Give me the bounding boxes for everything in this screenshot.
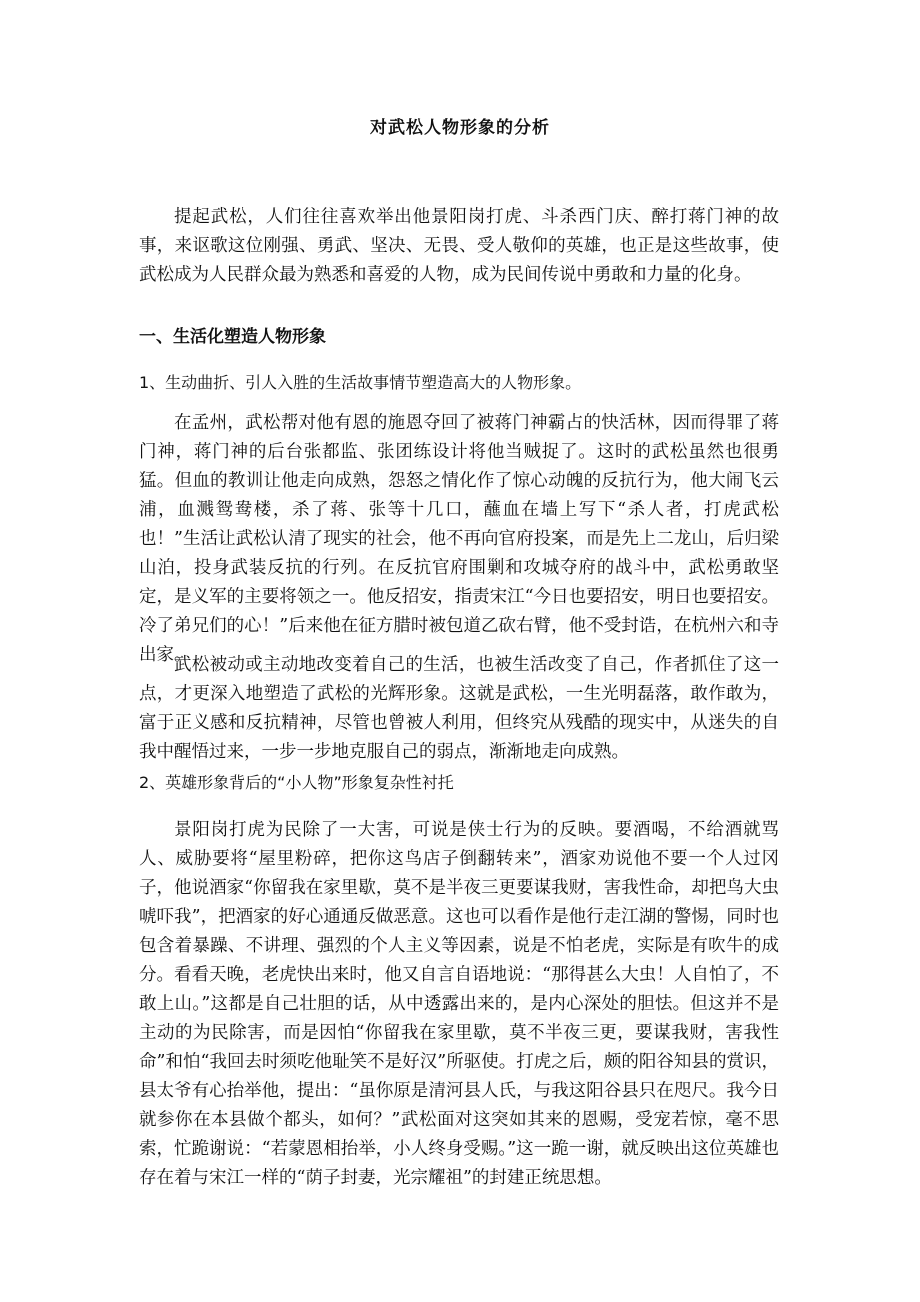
body-paragraph-1: 在孟州，武松帮对他有恩的施恩夺回了被蒋门神霸占的快活林，因而得罪了蒋门神，蒋门神的后台张都监、张团练设计将他当贼捉了。这时的武松虽然也很勇猛。但血的教训让他走向成熟，怨怒之情化作了惊心动魄的反抗行为，他大闹飞云浦，血溅鸳鸯楼，杀了蒋、张等十几口，蘸血在墙上写下“杀人者，打虎武松也！”生活让武松认清了现实的社会，他不再向官府投案，而是先上二龙山，后归梁山泊，投身武装反抗的行列。在反抗官府围剿和攻城夺府的战斗中，武松勇敢坚定，是义军的主要将领之一。他反招安，指责宋江“今日也要招安，明日也要招安。冷了弟兄们的心！”后来他在征方腊时被包道乙砍右臂，他不受封诰，在杭州六和寺出家。 bbox=[139, 413, 779, 665]
intro-paragraph: 提起武松，人们往往喜欢举出他景阳岗打虎、斗杀西门庆、醉打蒋门神的故事，来讴歌这位刚强、勇武、坚决、无畏、受人敬仰的英雄，也正是这些故事，使武松成为人民群众最为熟悉和喜爱的人物，成为民间传说中勇敢和力量的化身。 bbox=[139, 207, 779, 285]
body-paragraph-3: 景阳岗打虎为民除了一大害，可说是侠士行为的反映。要酒喝，不给酒就骂人、威胁要将“屋里粉碎，把你这鸟店子倒翻转来”，酒家劝说他不要一个人过冈子，他说酒家“你留我在家里歇，莫不是半夜三更要谋我财，害我性命，却把鸟大虫唬吓我”，把酒家的好心通通反做恶意。这也可以看作是他行走江湖的警惕，同时也包含着暴躁、不讲理、强烈的个人主义等因素，说是不怕老虎，实际是有吹牛的成分。看看天晚，老虎快出来时，他又自言自语地说：“那得甚么大虫！人自怕了，不敢上山。”这都是自己壮胆的话，从中透露出来的，是内心深处的胆怯。但这并不是主动的为民除害，而是因怕“你留我在家里歇，莫不半夜三更，要谋我财，害我性命”和怕“我回去时须吃他耻笑不是好汉”所驱使。打虎之后，颇的阳谷知县的赏识，县太爷有心抬举他，提出：“虽你原是清河县人氏，与我这阳谷县只在咫尺。我今日就参你在本县做个都头，如何？”武松面对这突如其来的恩赐，受宠若惊，毫不思索，忙跪谢说：“若蒙恩相抬举，小人终身受赐。”这一跪一谢，就反映出这位英雄也存在着与宋江一样的“荫子封妻，光宗耀祖”的封建正统思想。 bbox=[139, 820, 779, 1188]
document-title: 对武松人物形象的分析 bbox=[370, 118, 550, 138]
section-heading-1: 一、生活化塑造人物形象 bbox=[139, 327, 326, 347]
subsection-heading-1: 1、生动曲折、引人入胜的生活故事情节塑造高大的人物形象。 bbox=[139, 373, 582, 392]
subsection-heading-2: 2、英雄形象背后的“小人物”形象复杂性衬托 bbox=[139, 773, 454, 792]
body-paragraph-2: 武松被动或主动地改变着自己的生活，也被生活改变了自己，作者抓住了这一点，才更深入地塑造了武松的光辉形象。这就是武松，一生光明磊落，敢作敢为，富于正义感和反抗精神，尽管也曾被人利用，但终究从残酷的现实中，从迷失的自我中醒悟过来，一步一步地克服自己的弱点，渐渐地走向成熟。 bbox=[139, 655, 779, 762]
